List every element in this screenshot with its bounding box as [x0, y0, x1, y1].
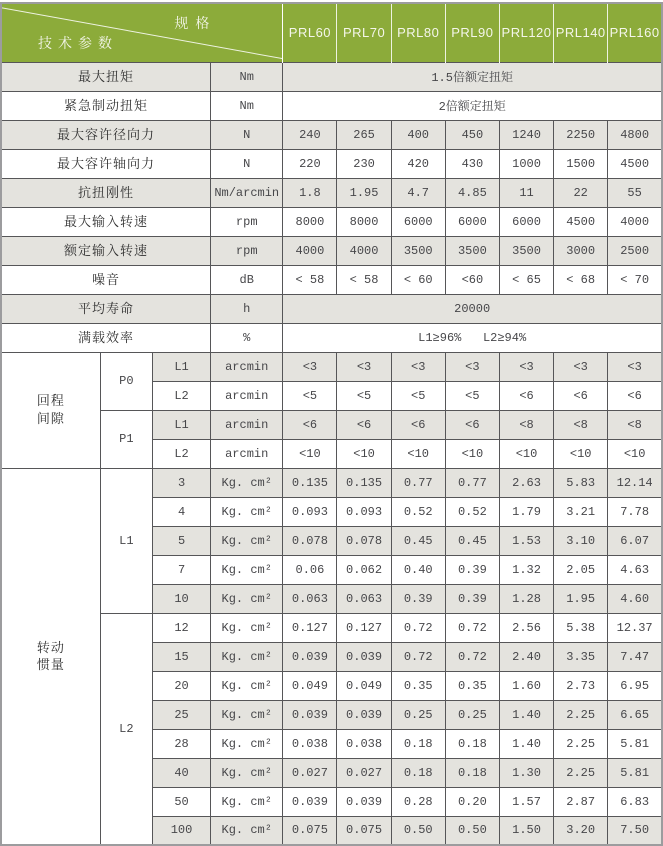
value-cell: <10	[283, 439, 337, 468]
value-cell: <3	[283, 352, 337, 381]
value-cell: 12.14	[608, 468, 662, 497]
stage-cell: L2	[152, 439, 210, 468]
value-cell: 5.38	[554, 613, 608, 642]
value-cell: 0.18	[391, 729, 445, 758]
value-cell: 4.63	[608, 555, 662, 584]
value-cell: 0.127	[283, 613, 337, 642]
column-header-prl140: PRL140	[554, 3, 608, 62]
unit-cell: rpm	[211, 207, 283, 236]
value-cell: 5.83	[554, 468, 608, 497]
unit-cell: rpm	[211, 236, 283, 265]
row-label: 最大输入转速	[1, 207, 211, 236]
value-cell: 0.038	[337, 729, 391, 758]
value-cell: 0.35	[391, 671, 445, 700]
value-cell: <6	[391, 410, 445, 439]
value-cell: 6000	[445, 207, 499, 236]
span-value-cell: L1≥96% L2≥94%	[283, 323, 662, 352]
value-cell: <3	[391, 352, 445, 381]
value-cell: 0.52	[391, 497, 445, 526]
value-cell: <10	[391, 439, 445, 468]
value-cell: 0.39	[445, 555, 499, 584]
value-cell: 0.039	[337, 642, 391, 671]
value-cell: 7.47	[608, 642, 662, 671]
table-row	[1, 91, 662, 120]
value-cell: 3.20	[554, 816, 608, 845]
stage-cell: L1	[152, 410, 210, 439]
ratio-cell: 28	[152, 729, 210, 758]
unit-cell: N	[211, 120, 283, 149]
value-cell: 0.078	[337, 526, 391, 555]
value-cell: 2.40	[499, 642, 553, 671]
spec-table	[0, 2, 663, 846]
table-row	[1, 265, 662, 294]
table-row	[1, 207, 662, 236]
value-cell: <5	[337, 381, 391, 410]
section-label-inertia: 转动 惯量	[1, 468, 100, 845]
column-header-prl60: PRL60	[283, 3, 337, 62]
value-cell: <8	[554, 410, 608, 439]
unit-cell: Kg. cm²	[211, 787, 283, 816]
table-row	[1, 613, 662, 642]
value-cell: 1.8	[283, 178, 337, 207]
unit-cell: Kg. cm²	[211, 555, 283, 584]
column-header-prl120: PRL120	[499, 3, 553, 62]
value-cell: 22	[554, 178, 608, 207]
unit-cell: Kg. cm²	[211, 468, 283, 497]
value-cell: 2.05	[554, 555, 608, 584]
unit-cell: Kg. cm²	[211, 526, 283, 555]
unit-cell: arcmin	[211, 381, 283, 410]
value-cell: 3.10	[554, 526, 608, 555]
value-cell: <10	[608, 439, 662, 468]
unit-cell: Kg. cm²	[211, 497, 283, 526]
value-cell: 0.50	[445, 816, 499, 845]
value-cell: 0.127	[337, 613, 391, 642]
value-cell: 0.075	[283, 816, 337, 845]
value-cell: 0.038	[283, 729, 337, 758]
header-row	[1, 3, 662, 62]
group-label-l1: L1	[100, 468, 152, 613]
row-label: 满载效率	[1, 323, 211, 352]
unit-cell: arcmin	[211, 410, 283, 439]
value-cell: 6.95	[608, 671, 662, 700]
value-cell: <5	[391, 381, 445, 410]
value-cell: 0.049	[337, 671, 391, 700]
value-cell: < 68	[554, 265, 608, 294]
ratio-cell: 20	[152, 671, 210, 700]
stage-cell: L2	[152, 381, 210, 410]
row-label: 抗扭刚性	[1, 178, 211, 207]
column-header-prl80: PRL80	[391, 3, 445, 62]
value-cell: 6000	[391, 207, 445, 236]
value-cell: 0.39	[445, 584, 499, 613]
header-param-label: 技术参数	[38, 34, 118, 51]
value-cell: 0.135	[283, 468, 337, 497]
group-label-l2: L2	[100, 613, 152, 845]
value-cell: 1240	[499, 120, 553, 149]
value-cell: 1000	[499, 149, 553, 178]
unit-cell: dB	[211, 265, 283, 294]
value-cell: 12.37	[608, 613, 662, 642]
span-value-cell: 2倍额定扭矩	[283, 91, 662, 120]
value-cell: <6	[499, 381, 553, 410]
value-cell: 0.20	[445, 787, 499, 816]
value-cell: 4.7	[391, 178, 445, 207]
value-cell: 0.39	[391, 584, 445, 613]
unit-cell: Kg. cm²	[211, 758, 283, 787]
value-cell: 3500	[445, 236, 499, 265]
value-cell: 2.25	[554, 758, 608, 787]
unit-cell: Kg. cm²	[211, 671, 283, 700]
value-cell: <5	[445, 381, 499, 410]
value-cell: <3	[337, 352, 391, 381]
value-cell: 0.18	[445, 729, 499, 758]
value-cell: <6	[283, 410, 337, 439]
value-cell: 11	[499, 178, 553, 207]
section-label-backlash: 回程 间隙	[1, 352, 100, 468]
value-cell: 0.25	[445, 700, 499, 729]
value-cell: 0.027	[337, 758, 391, 787]
ratio-cell: 40	[152, 758, 210, 787]
unit-cell: Kg. cm²	[211, 700, 283, 729]
value-cell: 1.32	[499, 555, 553, 584]
ratio-cell: 50	[152, 787, 210, 816]
value-cell: 1.30	[499, 758, 553, 787]
value-cell: 4000	[608, 207, 662, 236]
table-row	[1, 236, 662, 265]
value-cell: 0.039	[283, 642, 337, 671]
value-cell: 0.039	[283, 787, 337, 816]
ratio-cell: 7	[152, 555, 210, 584]
table-row	[1, 468, 662, 497]
value-cell: 1.53	[499, 526, 553, 555]
value-cell: 0.18	[391, 758, 445, 787]
value-cell: 3.21	[554, 497, 608, 526]
value-cell: <3	[554, 352, 608, 381]
row-label: 平均寿命	[1, 294, 211, 323]
value-cell: <3	[499, 352, 553, 381]
value-cell: 6.07	[608, 526, 662, 555]
unit-cell: Kg. cm²	[211, 584, 283, 613]
unit-cell: Nm/arcmin	[211, 178, 283, 207]
table-row	[1, 120, 662, 149]
table-row	[1, 410, 662, 439]
value-cell: 1.60	[499, 671, 553, 700]
column-header-prl70: PRL70	[337, 3, 391, 62]
unit-cell: %	[211, 323, 283, 352]
header-corner-cell	[1, 3, 283, 62]
value-cell: 230	[337, 149, 391, 178]
value-cell: 0.093	[283, 497, 337, 526]
value-cell: 0.063	[337, 584, 391, 613]
value-cell: 0.72	[445, 613, 499, 642]
value-cell: 2.25	[554, 700, 608, 729]
row-label: 噪音	[1, 265, 211, 294]
column-header-prl90: PRL90	[445, 3, 499, 62]
value-cell: 400	[391, 120, 445, 149]
table-row	[1, 149, 662, 178]
value-cell: 2.73	[554, 671, 608, 700]
value-cell: < 70	[608, 265, 662, 294]
ratio-cell: 25	[152, 700, 210, 729]
row-label: 紧急制动扭矩	[1, 91, 211, 120]
value-cell: 2.87	[554, 787, 608, 816]
value-cell: <3	[608, 352, 662, 381]
value-cell: 220	[283, 149, 337, 178]
value-cell: 55	[608, 178, 662, 207]
value-cell: <5	[283, 381, 337, 410]
value-cell: 265	[337, 120, 391, 149]
value-cell: <10	[445, 439, 499, 468]
value-cell: 4.85	[445, 178, 499, 207]
unit-cell: arcmin	[211, 439, 283, 468]
value-cell: 240	[283, 120, 337, 149]
unit-cell: Kg. cm²	[211, 729, 283, 758]
value-cell: 4500	[608, 149, 662, 178]
value-cell: 2500	[608, 236, 662, 265]
value-cell: 2250	[554, 120, 608, 149]
value-cell: 4500	[554, 207, 608, 236]
value-cell: 1.79	[499, 497, 553, 526]
span-value-cell: 1.5倍额定扭矩	[283, 62, 662, 91]
value-cell: 1.57	[499, 787, 553, 816]
value-cell: 0.77	[445, 468, 499, 497]
value-cell: <6	[554, 381, 608, 410]
stage-cell: L1	[152, 352, 210, 381]
row-label: 最大扭矩	[1, 62, 211, 91]
value-cell: 0.039	[337, 700, 391, 729]
value-cell: <10	[554, 439, 608, 468]
value-cell: 0.075	[337, 816, 391, 845]
value-cell: <3	[445, 352, 499, 381]
unit-cell: Kg. cm²	[211, 613, 283, 642]
table-row	[1, 178, 662, 207]
value-cell: 0.063	[283, 584, 337, 613]
span-value-cell: 20000	[283, 294, 662, 323]
value-cell: 0.039	[283, 700, 337, 729]
value-cell: 1.95	[554, 584, 608, 613]
value-cell: 0.049	[283, 671, 337, 700]
ratio-cell: 15	[152, 642, 210, 671]
value-cell: <8	[499, 410, 553, 439]
value-cell: 6.65	[608, 700, 662, 729]
table-row	[1, 62, 662, 91]
value-cell: 7.50	[608, 816, 662, 845]
value-cell: 1.40	[499, 700, 553, 729]
value-cell: 0.50	[391, 816, 445, 845]
value-cell: 0.72	[391, 642, 445, 671]
value-cell: 3500	[499, 236, 553, 265]
value-cell: <8	[608, 410, 662, 439]
value-cell: 4000	[337, 236, 391, 265]
header-spec-label: 规格	[174, 15, 217, 31]
value-cell: 2.63	[499, 468, 553, 497]
value-cell: 4.60	[608, 584, 662, 613]
value-cell: 2.25	[554, 729, 608, 758]
ratio-cell: 4	[152, 497, 210, 526]
table-row	[1, 352, 662, 381]
value-cell: 0.72	[391, 613, 445, 642]
value-cell: 0.40	[391, 555, 445, 584]
value-cell: 3.35	[554, 642, 608, 671]
value-cell: 4000	[283, 236, 337, 265]
value-cell: < 65	[499, 265, 553, 294]
value-cell: 2.56	[499, 613, 553, 642]
table-row	[1, 323, 662, 352]
value-cell: 450	[445, 120, 499, 149]
ratio-cell: 10	[152, 584, 210, 613]
value-cell: <10	[337, 439, 391, 468]
value-cell: 1500	[554, 149, 608, 178]
value-cell: 1.40	[499, 729, 553, 758]
value-cell: 0.027	[283, 758, 337, 787]
value-cell: 5.81	[608, 729, 662, 758]
unit-cell: arcmin	[211, 352, 283, 381]
value-cell: 0.135	[337, 468, 391, 497]
value-cell: 0.06	[283, 555, 337, 584]
value-cell: 0.35	[445, 671, 499, 700]
value-cell: 420	[391, 149, 445, 178]
row-label: 最大容许轴向力	[1, 149, 211, 178]
unit-cell: Kg. cm²	[211, 816, 283, 845]
value-cell: 0.45	[391, 526, 445, 555]
value-cell: < 60	[391, 265, 445, 294]
value-cell: 7.78	[608, 497, 662, 526]
unit-cell: N	[211, 149, 283, 178]
ratio-cell: 5	[152, 526, 210, 555]
value-cell: 0.52	[445, 497, 499, 526]
unit-cell: Nm	[211, 91, 283, 120]
value-cell: 3500	[391, 236, 445, 265]
value-cell: 6000	[499, 207, 553, 236]
value-cell: 0.078	[283, 526, 337, 555]
ratio-cell: 12	[152, 613, 210, 642]
unit-cell: h	[211, 294, 283, 323]
value-cell: 3000	[554, 236, 608, 265]
ratio-cell: 100	[152, 816, 210, 845]
table-row	[1, 294, 662, 323]
value-cell: <6	[608, 381, 662, 410]
column-header-prl160: PRL160	[608, 3, 662, 62]
unit-cell: Kg. cm²	[211, 642, 283, 671]
value-cell: 1.95	[337, 178, 391, 207]
value-cell: 1.28	[499, 584, 553, 613]
value-cell: 0.18	[445, 758, 499, 787]
value-cell: 5.81	[608, 758, 662, 787]
unit-cell: Nm	[211, 62, 283, 91]
value-cell: 8000	[337, 207, 391, 236]
value-cell: 0.062	[337, 555, 391, 584]
value-cell: 6.83	[608, 787, 662, 816]
value-cell: 0.039	[337, 787, 391, 816]
value-cell: < 58	[337, 265, 391, 294]
value-cell: < 58	[283, 265, 337, 294]
value-cell: 0.77	[391, 468, 445, 497]
value-cell: <6	[445, 410, 499, 439]
value-cell: 0.25	[391, 700, 445, 729]
row-label: 最大容许径向力	[1, 120, 211, 149]
value-cell: 0.28	[391, 787, 445, 816]
value-cell: 8000	[283, 207, 337, 236]
value-cell: 0.093	[337, 497, 391, 526]
ratio-cell: 3	[152, 468, 210, 497]
value-cell: <6	[337, 410, 391, 439]
value-cell: 430	[445, 149, 499, 178]
row-label: 额定输入转速	[1, 236, 211, 265]
value-cell: 1.50	[499, 816, 553, 845]
value-cell: 4800	[608, 120, 662, 149]
group-label-p0: P0	[100, 352, 152, 410]
value-cell: <60	[445, 265, 499, 294]
value-cell: 0.72	[445, 642, 499, 671]
value-cell: 0.45	[445, 526, 499, 555]
group-label-p1: P1	[100, 410, 152, 468]
value-cell: <10	[499, 439, 553, 468]
